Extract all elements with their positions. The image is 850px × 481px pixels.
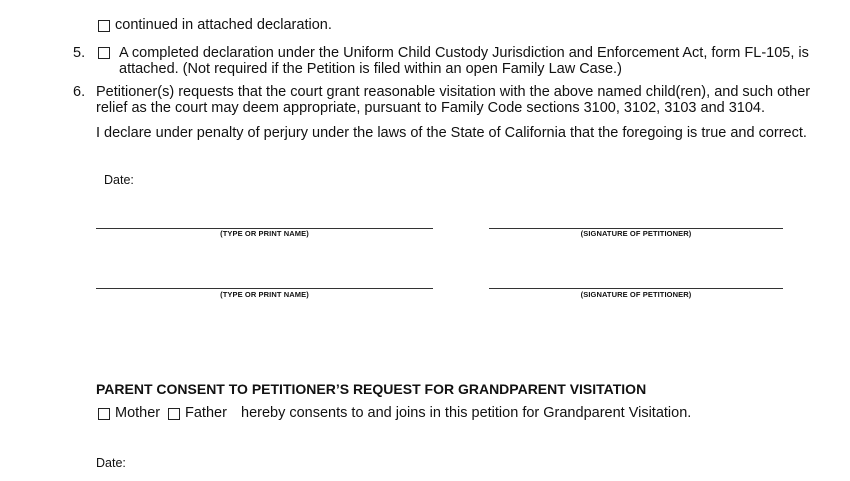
item-6-text-line1: Petitioner(s) requests that the court grant reasonable visitation with the above named child(ren), and such other [96, 84, 811, 100]
father-label: Father [185, 405, 227, 421]
item-5-text-line1: A completed declaration under the Uniform Child Custody Jurisdiction and Enforcement Act, form FL-105, is [119, 45, 809, 61]
continued-declaration-label: continued in attached declaration. [115, 17, 332, 33]
consent-date-label: Date: [96, 456, 126, 470]
petitioner-2-name-caption: (TYPE OR PRINT NAME) [220, 290, 309, 299]
parent-consent-heading: PARENT CONSENT TO PETITIONER’S REQUEST FOR GRANDPARENT VISITATION [96, 381, 647, 397]
petitioner-2-signature-line[interactable] [489, 288, 783, 289]
petitioner-2-signature-caption: (SIGNATURE OF PETITIONER) [580, 290, 692, 299]
uccjea-declaration-checkbox[interactable] [98, 47, 110, 59]
petitioner-1-name-input[interactable] [96, 208, 437, 230]
item-6-number: 6. [73, 84, 86, 100]
continued-declaration-checkbox[interactable] [98, 20, 110, 32]
petitioner-2-name-input[interactable] [96, 268, 437, 290]
petitioner-1-name-caption: (TYPE OR PRINT NAME) [220, 229, 309, 238]
item-5-text-line2: attached. (Not required if the Petition is filed within an open Family Law Case.) [119, 61, 622, 77]
consent-date-input[interactable] [132, 451, 336, 473]
mother-checkbox[interactable] [98, 408, 110, 420]
petitioner-2-name-line [96, 288, 433, 289]
item-6-text-line2: relief as the court may deem appropriate, pursuant to Family Code sections 3100, 3102, 3103 and 3104. [96, 100, 766, 116]
consent-statement: hereby consents to and joins in this petition for Grandparent Visitation. [241, 405, 692, 421]
father-checkbox[interactable] [168, 408, 180, 420]
date-input[interactable] [140, 168, 344, 190]
date-label: Date: [104, 173, 134, 187]
mother-label: Mother [115, 405, 161, 421]
petitioner-1-signature-caption: (SIGNATURE OF PETITIONER) [580, 229, 692, 238]
item-5-number: 5. [73, 45, 86, 61]
perjury-declaration: I declare under penalty of perjury under the laws of the State of California that the foregoing is true and correct. [96, 125, 807, 141]
